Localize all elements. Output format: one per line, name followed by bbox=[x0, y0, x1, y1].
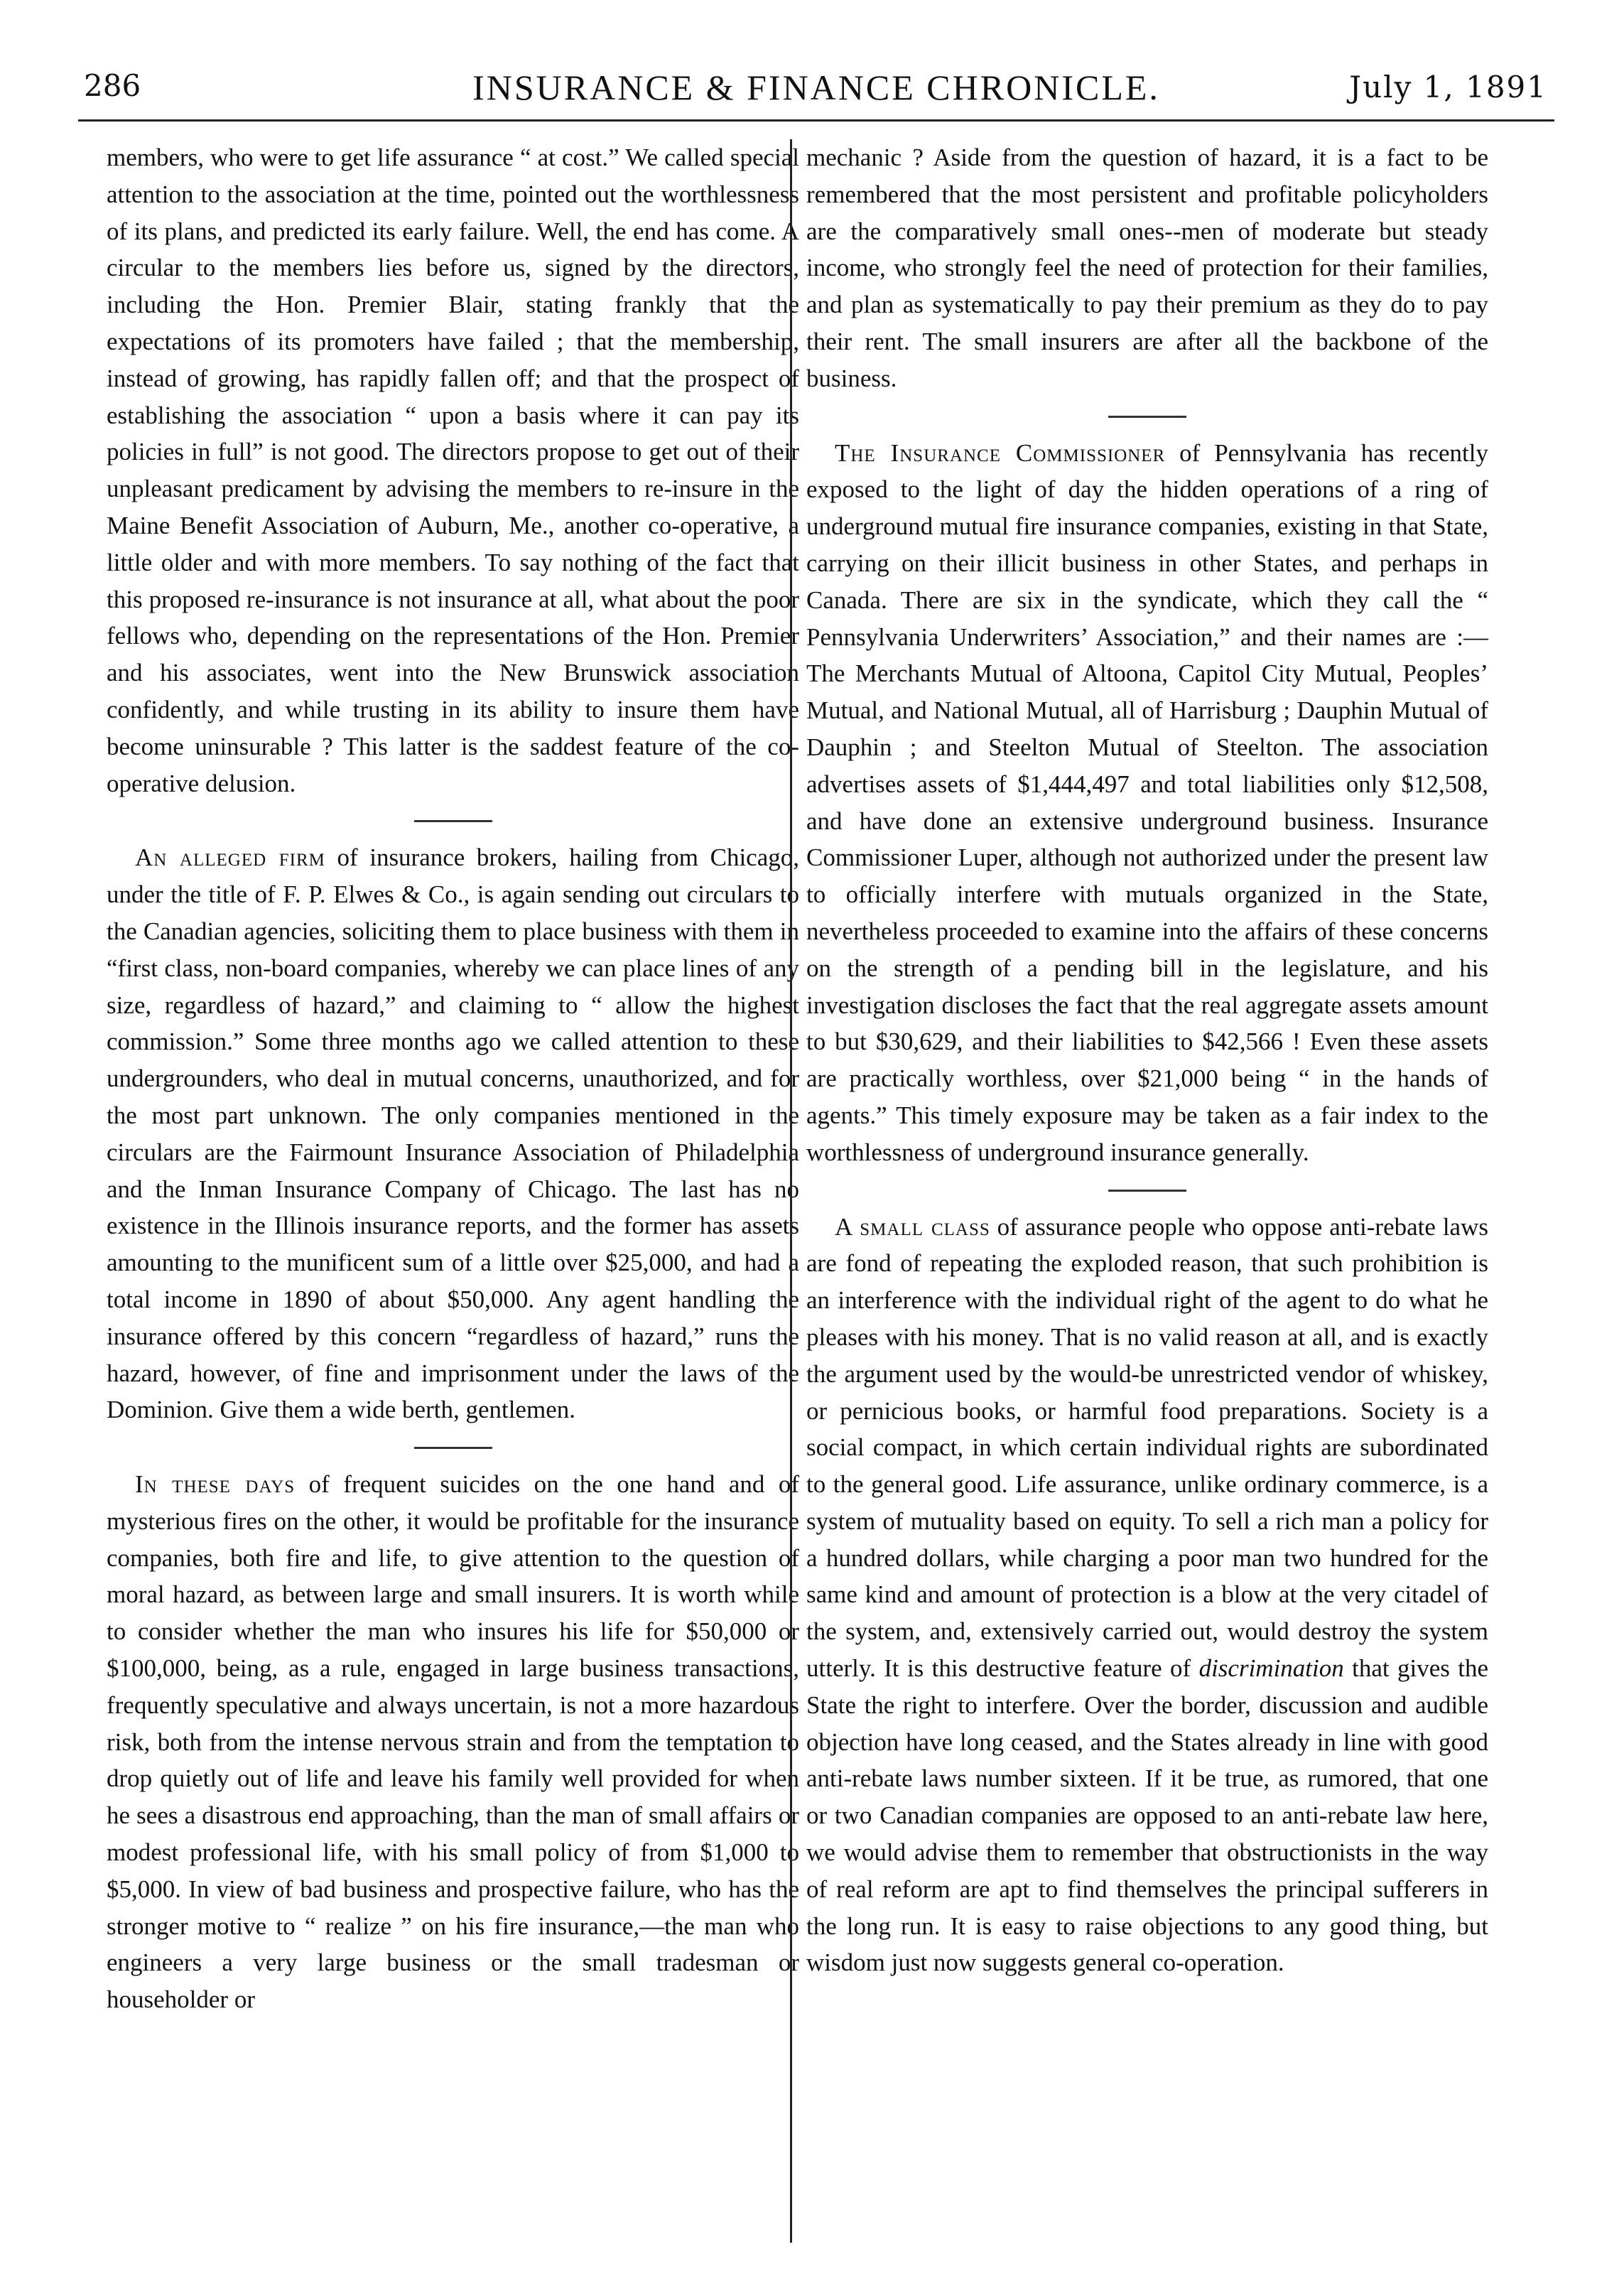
paragraph-lead: In these days bbox=[135, 1470, 296, 1499]
article-paragraph bbox=[806, 1209, 1488, 1982]
page-number: 286 bbox=[84, 68, 141, 103]
article-paragraph: mechanic ? Aside from the question of hazard, it is a fact to be remembered that the most persistent and profitable policyholders are the comparatively small ones--men of moderate but steady income, who strongly feel the need of protection for their families, and plan as systematically to pay their premium as they do to pay their rent. The small insurers are after all the backbone of the business. bbox=[806, 144, 1488, 392]
paragraph-body: of assurance people who oppose anti-rebate laws are fond of repeating the exploded reason, that such prohibition is an interference with the individual right of the agent to do what he pleases with his money. That is no valid reason at all, and is exactly the argument used by the would-be unrestricted vendor of whiskey, or pernicious books, or harmful food preparations. Society is a social compact, in which certain individual rights are subordinated to the general good. Life assurance, unlike ordinary commerce, is a system of mutuality based on equity. To sell a rich man a policy for a hundred dollars, while charging a poor man two hundred for the same kind and amount of protection is a blow at the very citadel of the system, and, extensively carried out, would destroy the system utterly. It is this destructive feature of bbox=[806, 1212, 1488, 1683]
right-column bbox=[806, 139, 1488, 1981]
paragraph-lead: An alleged firm bbox=[135, 844, 325, 872]
paragraph-body: that gives the State the right to interfere. Over the border, discussion and audible objection have long ceased, and the States already in line with good anti-rebate laws number sixteen. If it be true, as rumored, that one or two Canadian companies are opposed to an anti-rebate law here, we would advise them to remember that obstructionists in the way of real reform are apt to find themselves the principal sufferers in the long run. It is easy to raise objections to any good thing, but wisdom just now suggests general co-operation. bbox=[806, 1654, 1488, 1977]
article-paragraph: members, who were to get life assurance “ at cost.” We called special attention to the association at the time, pointed out the worthlessness of its plans, and predicted its early failure. Well, the end has come. A circular to the members lies before us, signed by the directors, including the Hon. Premier Blair, stating frankly that the expectations of its promoters have failed ; that the membership, instead of growing, has rapidly fallen off; and that the prospect of establishing the association “ upon a basis where it can pay its policies in full” is not good. The directors propose to get out of their unpleasant predicament by advising the members to re-insure in the Maine Benefit Association of Auburn, Me., another co-operative, a little older and with more members. To say nothing of the fact that this proposed re-insurance is not insurance at all, what about the poor fellows who, depending on the representations of the Hon. Premier and his associates, went into the New Brunswick association confidently, and while trusting in its ability to insure them have become uninsurable ? This latter is the saddest feature of the co-operative delusion. bbox=[107, 144, 799, 797]
left-column bbox=[107, 139, 799, 2018]
paragraph-body: of frequent suicides on the one hand and of mysterious fires on the other, it would be profitable for the insurance companies, both fire and life, to give attention to the question of moral hazard, as between large and small insurers. It is worth while to consider whether the man who insures his life for $50,000 or $100,000, being, as a rule, engaged in large business transactions, frequently speculative and always uncertain, is not a more hazardous risk, both from the intense nervous strain and from the temptation to drop quietly out of life and leave his family well provided for when he sees a disastrous end approaching, than the man of small affairs or modest professional life, with his small policy of from $1,000 to $5,000. In view of bad business and prospective failure, who has the stronger motive to “ realize ” on his fire insurance,—the man who engineers a very large business or the small tradesman or householder or bbox=[107, 1470, 799, 2014]
paragraph-body: of insurance brokers, hailing from Chicago, under the title of F. P. Elwes & Co., is again sending out circulars to the Canadian agencies, soliciting them to place business with them in “first class, non-board companies, whereby we can place lines of any size, regardless of hazard,” and claiming to “ allow the highest commission.” Some three months ago we called attention to these undergrounders, who deal in mutual concerns, unauthorized, and for the most part unknown. The only companies mentioned in the circulars are the Fairmount Insurance Association of Philadelphia and the Inman Insurance Company of Chicago. The last has no existence in the Illinois insurance reports, and the former has assets amounting to the munificent sum of a little over $25,000, and had a total income in 1890 of about $50,000. Any agent handling the insurance offered by this concern “regardless of hazard,” runs the hazard, however, of fine and imprisonment under the laws of the Dominion. Give them a wide berth, gentlemen. bbox=[107, 844, 799, 1424]
article-paragraph bbox=[806, 435, 1488, 1171]
issue-date: July 1, 1891 bbox=[1349, 70, 1547, 104]
header-rule bbox=[78, 119, 1554, 122]
paragraph-lead: The Insurance Commissioner bbox=[835, 438, 1166, 467]
article-paragraph bbox=[107, 839, 799, 1428]
article-paragraph bbox=[107, 1466, 799, 2018]
column-divider bbox=[790, 139, 792, 2243]
section-separator bbox=[414, 1447, 492, 1449]
section-separator bbox=[1108, 1190, 1186, 1192]
paragraph-lead: A small class bbox=[835, 1212, 990, 1241]
section-separator bbox=[1108, 416, 1186, 418]
section-separator bbox=[414, 820, 492, 822]
journal-title: INSURANCE & FINANCE CHRONICLE. bbox=[472, 68, 1160, 107]
page-header bbox=[78, 63, 1554, 126]
italic-term: discrimination bbox=[1198, 1654, 1344, 1683]
paragraph-body: of Pennsylvania has recently exposed to the light of day the hidden operations of a ring of underground mutual fire insurance companies, existing in that State, carrying on their illicit business in other States, and perhaps in Canada. There are six in the syndicate, which they call the “ Pennsylvania Underwriters’ Association,” and their names are :—The Merchants Mutual of Altoona, Capitol City Mutual, Peoples’ Mutual, and National Mutual, all of Harrisburg ; Dauphin Mutual of Dauphin ; and Steelton Mutual of Steelton. The association advertises assets of $1,444,497 and total liabilities only $12,508, and have done an extensive underground business. Insurance Commissioner Luper, although not authorized under the present law to officially interfere with mutuals organized in the State, nevertheless proceeded to examine into the affairs of these concerns on the strength of a pending bill in the legislature, and his investigation discloses the fact that the real aggregate assets amount to but $30,629, and their liabilities to $42,566 ! Even these assets are practically worthless, over $21,000 being “ in the hands of agents.” This timely exposure may be taken as a fair index to the worthlessness of underground insurance generally. bbox=[806, 438, 1488, 1166]
